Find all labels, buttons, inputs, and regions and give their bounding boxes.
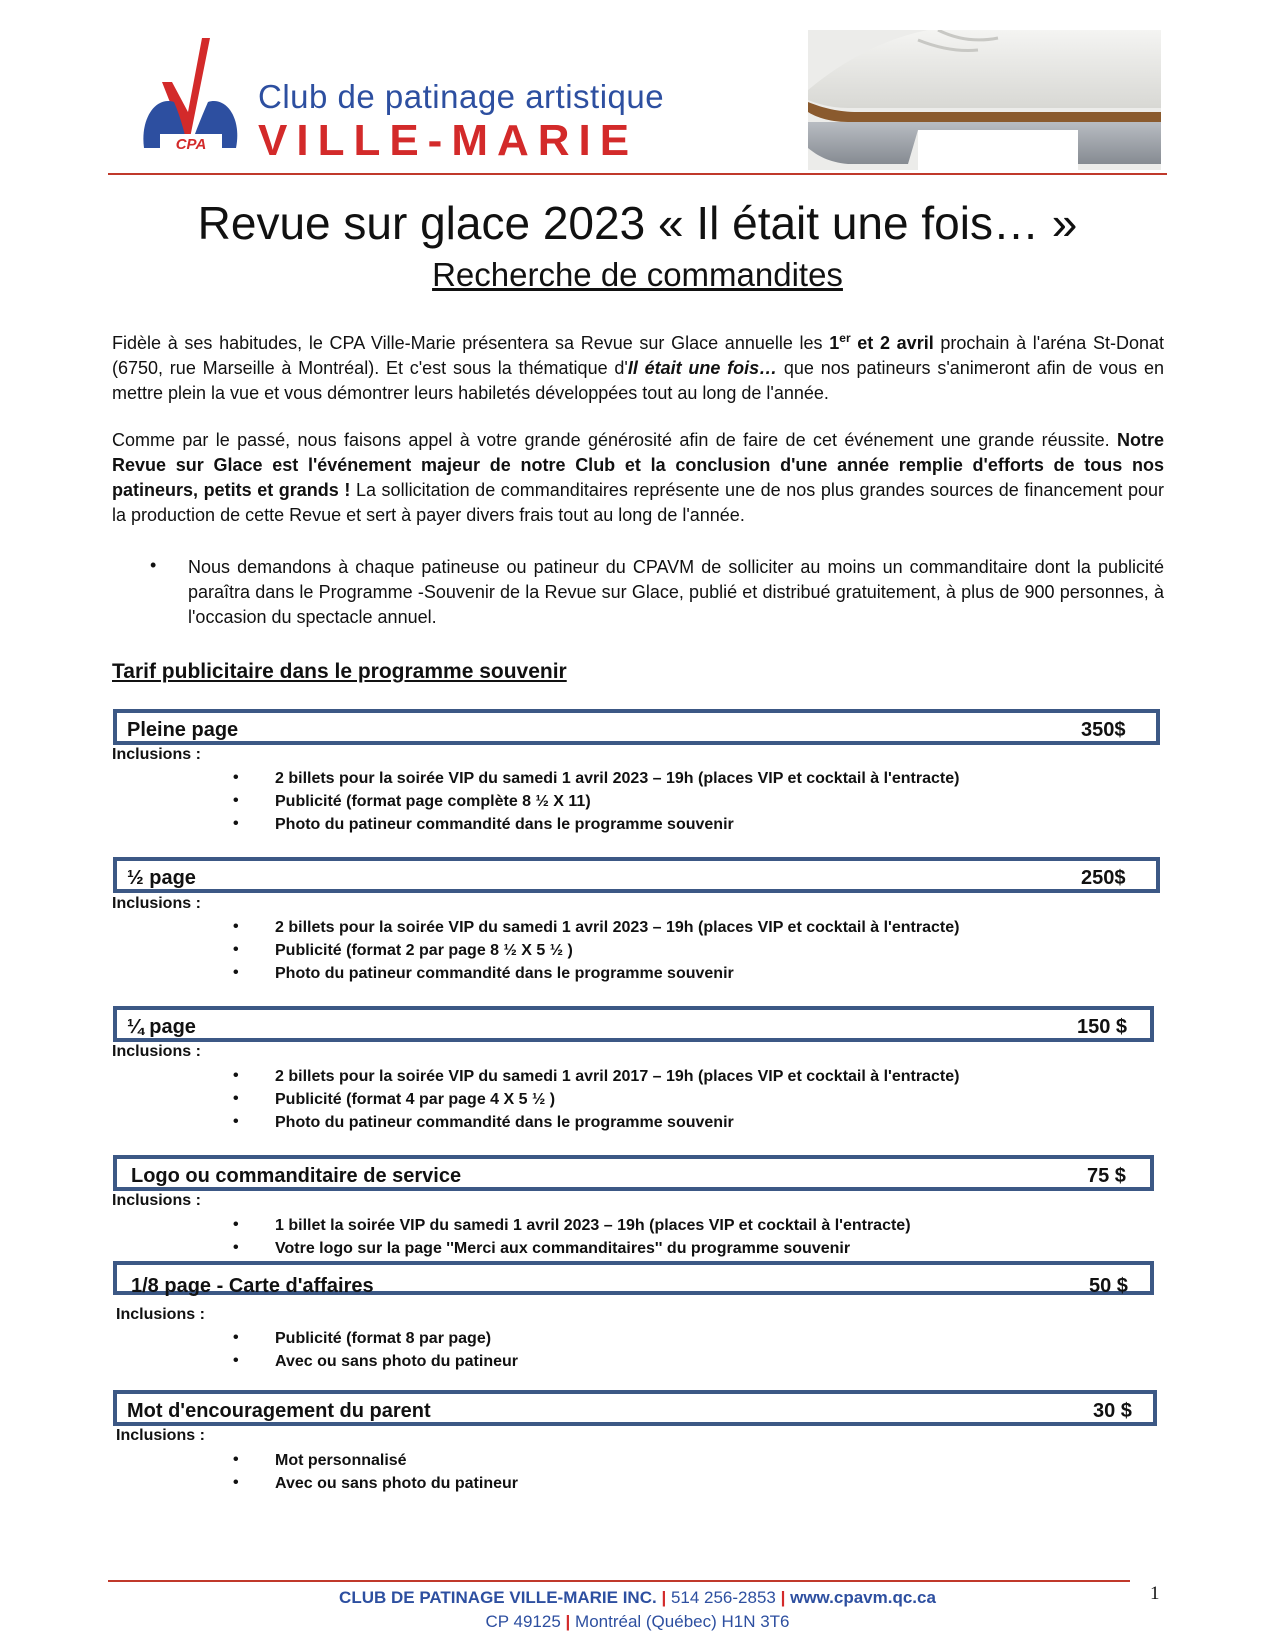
tier-price: 75 $ xyxy=(1087,1165,1126,1187)
header-rule xyxy=(108,173,1167,175)
tier-name: ¼ page xyxy=(127,1016,196,1038)
inclusions-label: Inclusions : xyxy=(116,1427,205,1444)
bullet-dot: • xyxy=(150,555,157,575)
intro-paragraph-2: Comme par le passé, nous faisons appel à votre grande générosité afin de faire de cet événement une grande réussite. Notre Revue sur Glace est l'événement majeur de notre Club et la conclusion d'une année remplie d'efforts de tous nos patineurs, petits et grands ! La sollicitation de commanditaires représente une de nos plus grandes sources de financement pour la production de cette Revue et sert à payer divers frais tout au long de l'année. xyxy=(112,430,1164,525)
page-subtitle: Recherche de commandites xyxy=(432,256,843,293)
tier-box-quart-page xyxy=(113,1006,1154,1042)
skate-image xyxy=(808,30,1161,170)
footer-website-link[interactable]: www.cpavm.qc.ca xyxy=(790,1588,936,1607)
tier-price: 50 $ xyxy=(1089,1275,1128,1297)
club-name-line1: Club de patinage artistique xyxy=(258,78,665,115)
tier-price: 150 $ xyxy=(1077,1016,1128,1038)
footer-contact: CLUB DE PATINAGE VILLE-MARIE INC. | 514 256-2853 | www.cpavm.qc.ca xyxy=(339,1588,936,1607)
tier-name: Pleine page xyxy=(127,719,239,741)
section-title: Tarif publicitaire dans le programme souvenir xyxy=(112,660,567,683)
inclusions-label: Inclusions : xyxy=(112,895,201,912)
intro-paragraph-1: Fidèle à ses habitudes, le CPA Ville-Marie présentera sa Revue sur Glace annuelle les 1er et 2 avril prochain à l'aréna St-Donat (6750, rue Marseille à Montréal). Et c'est sous la thématique d'Il était une fois… que nos patineurs s'animeront afin de vous en mettre plein la vue et vous démontrer leurs habiletés développées tout au long de l'année. xyxy=(112,331,1164,403)
club-logo xyxy=(140,30,250,160)
footer-city: Montréal (Québec) H1N 3T6 xyxy=(575,1612,790,1631)
tier-price: 30 $ xyxy=(1093,1400,1132,1422)
tier-name: ½ page xyxy=(127,867,196,889)
footer-company: CLUB DE PATINAGE VILLE-MARIE INC. xyxy=(339,1588,657,1607)
club-name-line2: VILLE-MARIE xyxy=(258,116,639,165)
intro-bullet: Nous demandons à chaque patineuse ou patineur du CPAVM de solliciter au moins un commanditaire dont la publicité paraîtra dans le Programme -Souvenir de la Revue sur Glace, publié et distribué gratuitement, à plus de 900 personnes, à l'occasion du spectacle annuel. xyxy=(188,557,1164,627)
footer-rule xyxy=(108,1580,1130,1582)
tier-box-demi-page xyxy=(113,857,1160,893)
tier-price: 250$ xyxy=(1081,867,1126,889)
tier-box-huitieme-page xyxy=(113,1261,1154,1295)
inclusions-label: Inclusions : xyxy=(112,1043,201,1060)
inclusions-label: Inclusions : xyxy=(112,1192,201,1209)
tier-name: Mot d'encouragement du parent xyxy=(127,1400,431,1422)
page-title: Revue sur glace 2023 « Il était une fois… » xyxy=(197,197,1078,249)
tier-box-pleine-page xyxy=(113,709,1160,745)
footer-phone: 514 256-2853 xyxy=(670,1588,776,1607)
tier-name: Logo ou commanditaire de service xyxy=(131,1165,462,1187)
tier-price: 350$ xyxy=(1081,719,1126,741)
tier-name: 1/8 page - Carte d'affaires xyxy=(131,1275,374,1297)
inclusions-label: Inclusions : xyxy=(116,1306,205,1323)
inclusions-label: Inclusions : xyxy=(112,746,201,763)
tier-box-mot-encouragement xyxy=(113,1390,1157,1426)
page-number: 1 xyxy=(1150,1583,1160,1604)
logo-badge-text: CPA xyxy=(175,136,207,153)
footer-po-box: CP 49125 xyxy=(485,1612,561,1631)
tier-box-logo xyxy=(113,1155,1154,1191)
footer-address: CP 49125 | Montréal (Québec) H1N 3T6 xyxy=(485,1612,790,1631)
